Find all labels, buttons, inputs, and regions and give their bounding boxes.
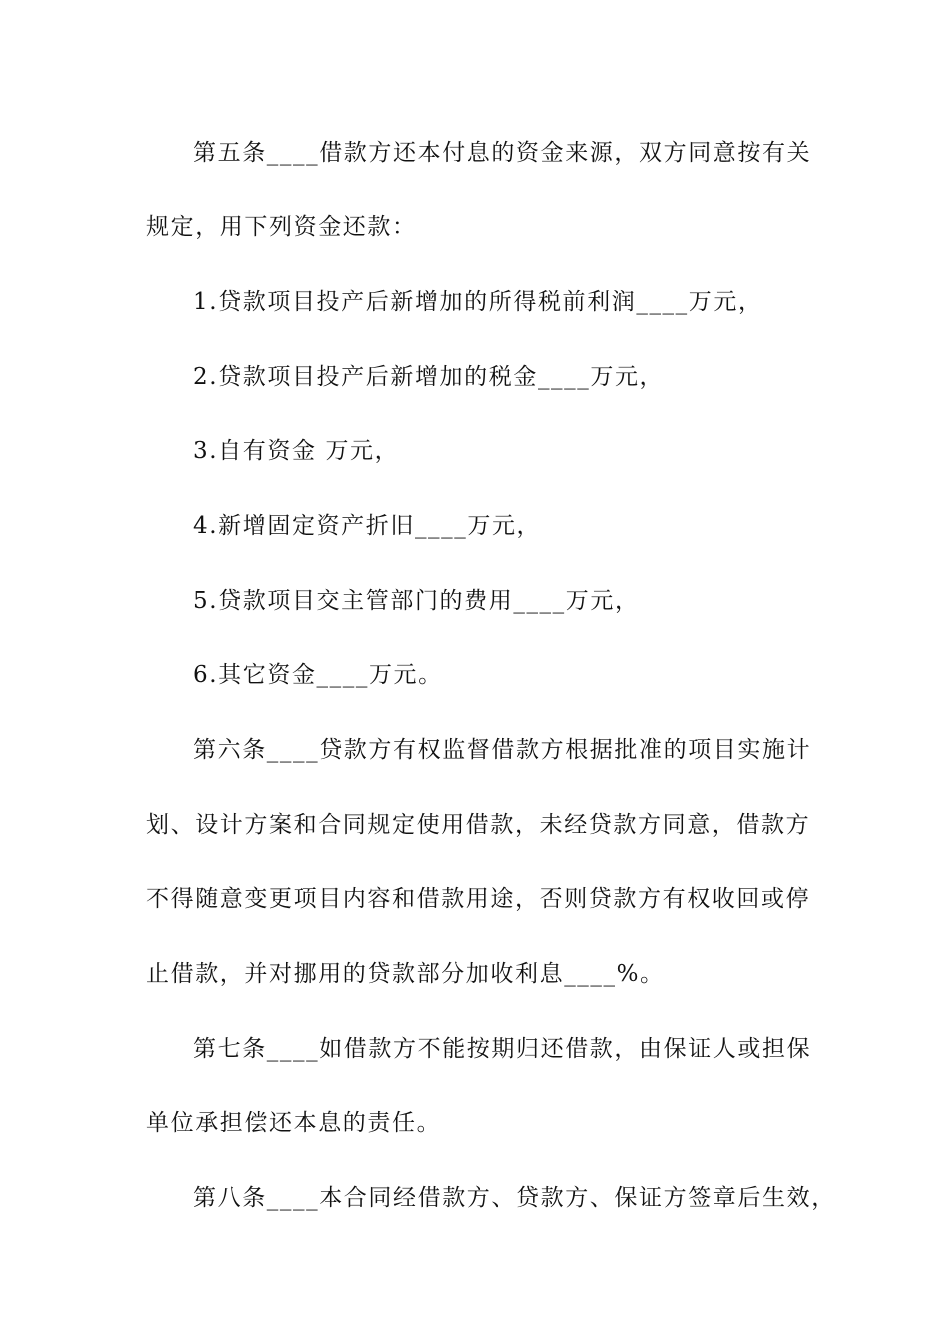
article-6-line-2: 划、设计方案和合同规定使用借款，未经贷款方同意，借款方 xyxy=(146,812,811,838)
article-5-line-2: 规定，用下列资金还款： xyxy=(146,214,417,240)
article-6-line-3: 不得随意变更项目内容和借款用途，否则贷款方有权收回或停 xyxy=(146,886,811,912)
article-8-line-1: 第八条____本合同经借款方、贷款方、保证方签章后生效， xyxy=(193,1185,836,1211)
list-item-4: 4.新增固定资产折旧____万元， xyxy=(193,513,542,539)
article-5-line-1: 第五条____借款方还本付息的资金来源，双方同意按有关 xyxy=(193,140,812,166)
list-item-1: 1.贷款项目投产后新增加的所得税前利润____万元， xyxy=(193,289,763,315)
article-7-line-1: 第七条____如借款方不能按期归还借款，由保证人或担保 xyxy=(193,1036,812,1062)
list-item-5: 5.贷款项目交主管部门的费用____万元， xyxy=(193,588,640,614)
list-item-3: 3.自有资金 万元， xyxy=(193,438,400,464)
list-item-2: 2.贷款项目投产后新增加的税金____万元， xyxy=(193,364,665,390)
article-6-line-1: 第六条____贷款方有权监督借款方根据批准的项目实施计 xyxy=(193,737,812,763)
article-6-line-4: 止借款，并对挪用的贷款部分加收利息____%。 xyxy=(146,961,665,987)
article-7-line-2: 单位承担偿还本息的责任。 xyxy=(146,1110,442,1136)
list-item-6: 6.其它资金____万元。 xyxy=(193,662,443,688)
